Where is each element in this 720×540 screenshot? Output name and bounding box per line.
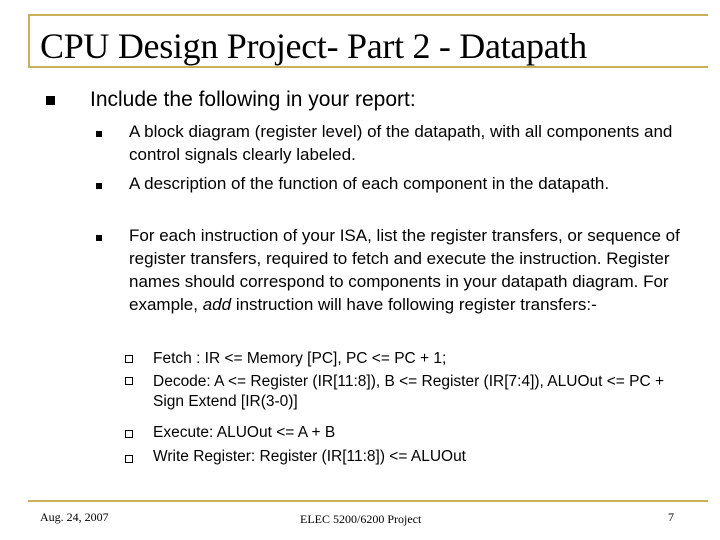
- item-register-transfers: [129, 224, 701, 316]
- item-block-diagram: A block diagram (register level) of the datapath, with all components and control signals clearly labeled.: [129, 122, 673, 164]
- transfer-execute: Execute: ALUOut <= A + B: [153, 424, 336, 441]
- page-number: 7: [668, 510, 674, 524]
- footer-divider: [28, 500, 708, 502]
- item-component-description: A description of the function of each component in the datapath.: [129, 174, 610, 193]
- checkbox-bullet-icon: [125, 355, 133, 363]
- bullet-square-icon: [46, 96, 55, 105]
- slide-title: CPU Design Project- Part 2 - Datapath: [40, 26, 587, 66]
- checkbox-bullet-icon: [125, 430, 133, 438]
- title-frame-left: [28, 14, 30, 66]
- sub-bullet-icon: [96, 131, 102, 137]
- footer-date: Aug. 24, 2007: [40, 510, 109, 524]
- title-underline: [28, 66, 708, 68]
- footer-course: ELEC 5200/6200 Project: [300, 512, 422, 526]
- transfer-write-register: Write Register: Register (IR[11:8]) <= ALUOut: [153, 448, 466, 465]
- sub-bullet-icon: [96, 235, 102, 241]
- title-frame-top: [28, 14, 708, 16]
- transfer-fetch: Fetch : IR <= Memory [PC], PC <= PC + 1;: [153, 350, 447, 367]
- sub-bullet-icon: [96, 183, 102, 189]
- item-register-transfers-text: For each instruction of your ISA, list the register transfers, or sequence of register transfers, required to fetch and execute the instruction. Register names should correspond to components in your datapath diagram. For example,: [129, 226, 680, 314]
- item-register-transfers-tail: instruction will have following register transfers:-: [235, 295, 597, 314]
- checkbox-bullet-icon: [125, 377, 133, 385]
- main-bullet-text: Include the following in your report:: [90, 88, 416, 111]
- add-instruction-emphasis: add: [202, 295, 232, 314]
- checkbox-bullet-icon: [125, 455, 133, 463]
- transfer-decode: Decode: A <= Register (IR[11:8]), B <= Register (IR[7:4]), ALUOut <= PC + Sign Extend [IR(3-0)]: [153, 373, 665, 410]
